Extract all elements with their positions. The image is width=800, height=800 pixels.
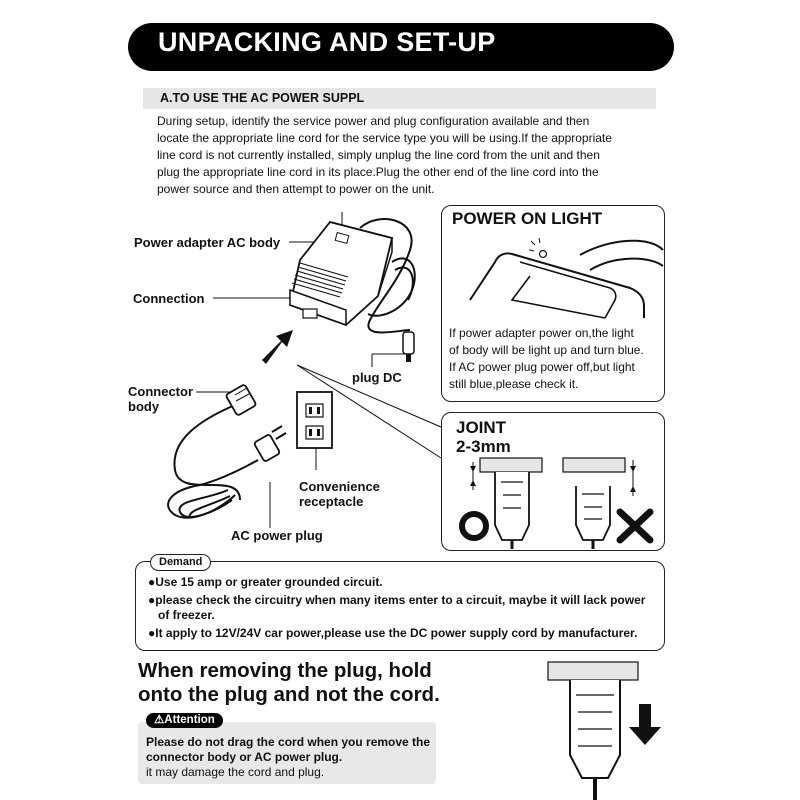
- convenience-receptacle-label-2: receptacle: [299, 494, 364, 509]
- attention-tag: ⚠Attention: [146, 713, 223, 728]
- demand-item: ●It apply to 12V/24V car power,please use the DC power supply cord by manufacturer.: [148, 626, 638, 640]
- demand-list: [148, 575, 645, 641]
- removing-plug-line: When removing the plug, hold: [138, 659, 432, 682]
- joint-title: [456, 418, 511, 456]
- section-title: A.TO USE THE AC POWER SUPPL: [160, 91, 365, 105]
- joint-title-line: JOINT: [456, 418, 507, 437]
- attention-line: Please do not drag the cord when you remove the: [146, 735, 431, 749]
- power-light-line: still blue,please check it.: [449, 377, 579, 391]
- attention-text: [146, 735, 430, 780]
- power-light-line: of body will be light up and turn blue.: [449, 343, 644, 357]
- power-light-line: If power adapter power on,the light: [449, 326, 634, 340]
- ac-power-plug-label: AC power plug: [231, 528, 323, 543]
- removing-plug-heading: [138, 659, 440, 707]
- intro-line: line cord is not currently installed, simply unplug the line cord from the unit and then: [157, 148, 600, 162]
- attention-line: connector body or AC power plug.: [146, 750, 343, 764]
- convenience-receptacle-label: Convenience: [299, 479, 380, 494]
- plug-dc-label: plug DC: [352, 370, 402, 385]
- connector-body-label: Connector: [128, 384, 193, 399]
- demand-tag: Demand: [150, 554, 211, 571]
- power-adapter-label: Power adapter AC body: [134, 235, 281, 250]
- demand-item: ●please check the circuitry when many items enter to a circuit, maybe it will lack power: [148, 593, 646, 607]
- demand-item: ●Use 15 amp or greater grounded circuit.: [148, 575, 383, 589]
- page-title: UNPACKING AND SET-UP: [158, 27, 496, 57]
- power-light-line: If AC power plug power off,but light: [449, 360, 635, 374]
- joint-gap-line: 2-3mm: [456, 437, 511, 456]
- intro-line: During setup, identify the service power and plug configuration available and then: [157, 114, 590, 128]
- intro-line: power source and then attempt to power on the unit.: [157, 182, 435, 196]
- connection-label: Connection: [133, 291, 205, 306]
- power-on-light-text: [449, 325, 644, 393]
- remove-plug-illustration: [548, 662, 661, 800]
- connector-body-label-2: body: [128, 399, 160, 414]
- joint-diagram: [462, 458, 650, 549]
- attention-note: it may damage the cord and plug.: [146, 765, 325, 779]
- demand-item-continued: of freezer.: [158, 608, 215, 622]
- intro-line: locate the appropriate line cord for the service type you will be using.If the appropriate: [157, 131, 612, 145]
- power-adapter-illustration: [290, 219, 415, 362]
- power-on-light-title: POWER ON LIGHT: [452, 209, 603, 228]
- ac-cord-illustration: [168, 384, 286, 518]
- receptacle-illustration: [297, 392, 332, 448]
- intro-line: plug the appropriate line cord in its place.Plug the other end of the line cord into the: [157, 165, 599, 179]
- removing-plug-line: onto the plug and not the cord.: [138, 683, 440, 706]
- power-light-detail: [470, 238, 663, 318]
